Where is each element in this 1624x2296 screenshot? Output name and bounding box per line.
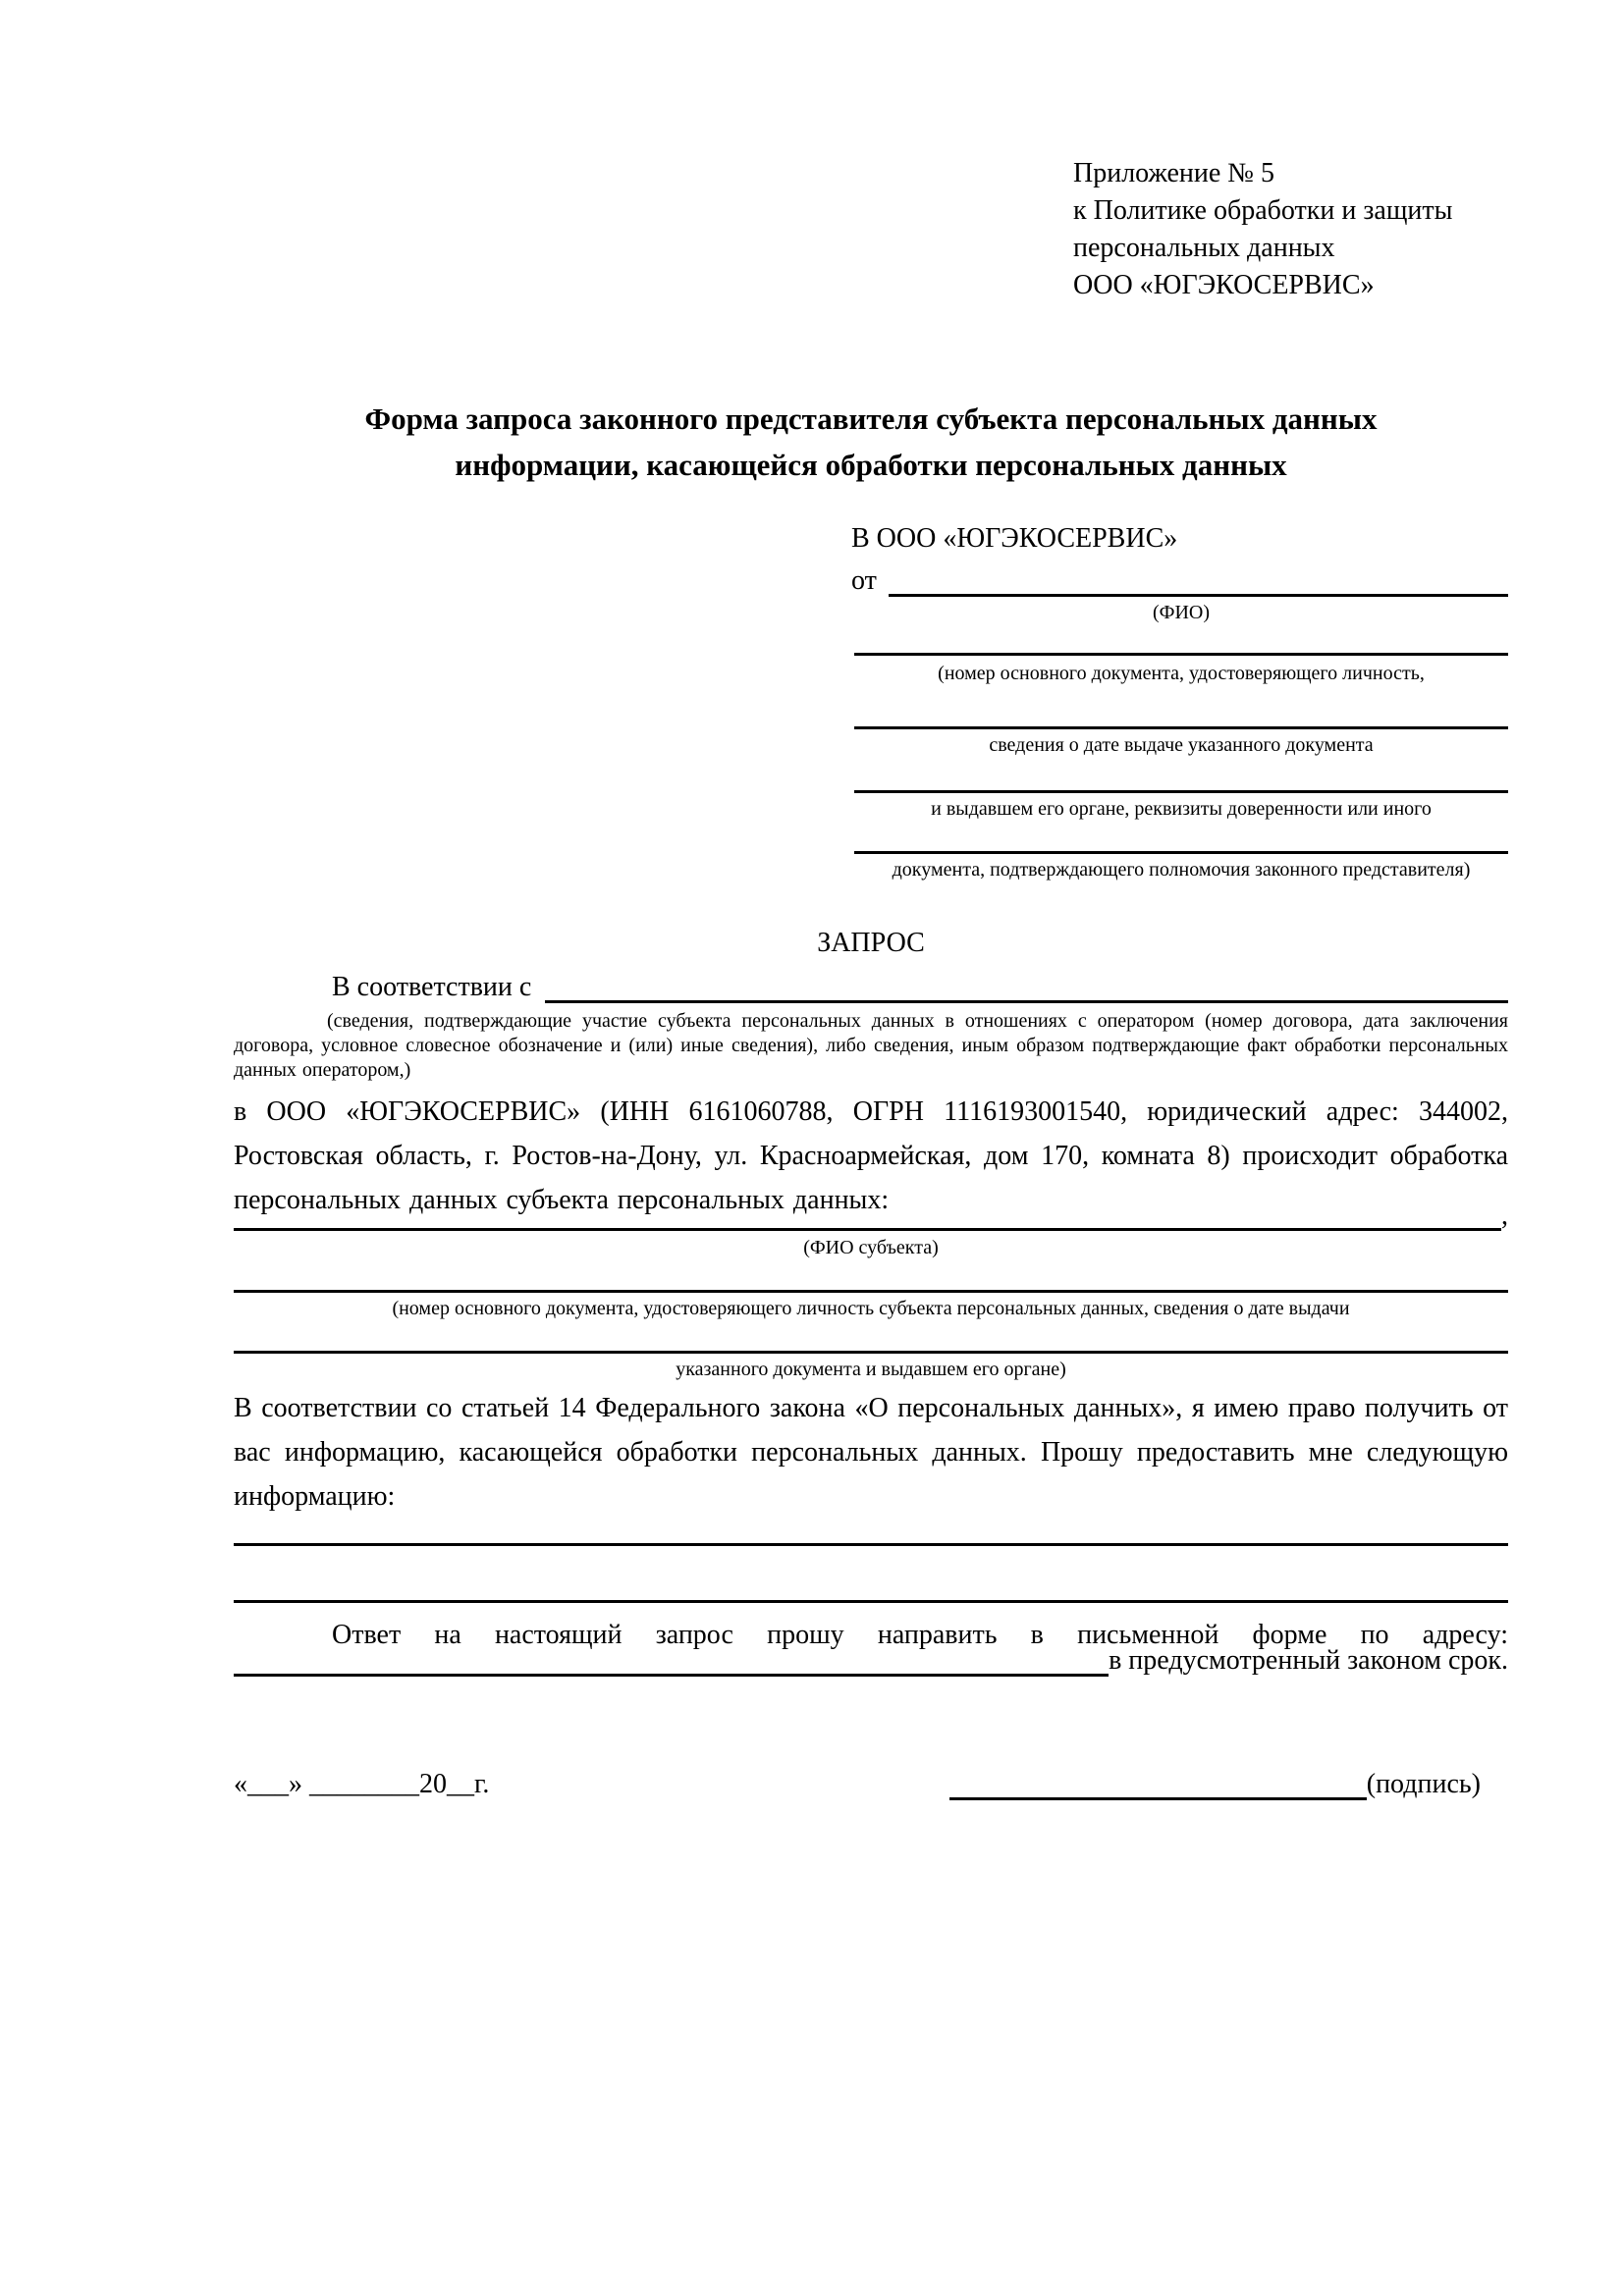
subject-line-comma: , [1501, 1201, 1508, 1231]
operator-paragraph: в ООО «ЮГЭКОСЕРВИС» (ИНН 6161060788, ОГРН 1116193001540, юридический адрес: 344002, Ростовская область, г. Ростов-на-Дону, ул. Красноармейская, дом 170, комната 8) происходит обработка персональных данных субъекта персональных данных: [234, 1096, 1508, 1215]
addressee-to: В ООО «ЮГЭКОСЕРВИС» [851, 523, 1178, 554]
caption-authority-document: документа, подтверждающего полномочия законного представителя) [892, 859, 1471, 881]
annex-note-line: к Политике обработки и защиты [1073, 195, 1453, 226]
fill-in-line-subject-name [234, 1228, 1501, 1231]
form-title-line: Форма запроса законного представителя субъекта персональных данных [364, 401, 1378, 436]
caption-issue-date: сведения о дате выдаче указанного документа [989, 734, 1374, 756]
fill-in-line-representative-name [889, 594, 1508, 597]
caption-subject-document-bottom: указанного документа и выдавшем его органе) [676, 1359, 1066, 1380]
caption-issuing-authority: и выдавшем его органе, реквизиты доверенности или иного [931, 798, 1432, 820]
fill-in-line-issuing-authority [854, 790, 1508, 793]
footer-row [234, 1765, 1508, 1800]
addressee-from-row [851, 563, 1508, 597]
law-paragraph: В соответствии со статьей 14 Федерального закона «О персональных данных», я имею право получить от вас информацию, касающейся обработки персональных данных. Прошу предоставить мне следующую информацию: [234, 1393, 1508, 1512]
signature-group [949, 1768, 1481, 1800]
fill-in-line-authority-document [854, 851, 1508, 854]
form-title-line: информации, касающейся обработки персональных данных [455, 448, 1287, 482]
reply-suffix: в предусмотренный законом срок. [1109, 1645, 1508, 1676]
intro-note: (сведения, подтверждающие участие субъекта персональных данных в отношениях с оператором (номер договора, дата заключения договора, условное словесное обозначение и (или) иные сведения), либо сведения, иным образом подтверждающие факт обработки персональных данных оператором,) [234, 1010, 1508, 1081]
subject-name-row [234, 1201, 1508, 1231]
intro-row [234, 968, 1508, 1003]
form-title [234, 396, 1508, 488]
caption-fio: (ФИО) [1152, 602, 1210, 623]
reply-address-row [234, 1647, 1508, 1677]
caption-subject-document-top: (номер основного документа, удостоверяющего личность субъекта персональных данных, сведения о дате выдачи [392, 1298, 1350, 1319]
intro-label: В соответствии с [332, 972, 532, 1002]
annex-note-line: персональных данных [1073, 233, 1335, 263]
from-label: от [851, 565, 877, 596]
fill-in-line-issue-date [854, 726, 1508, 729]
fill-in-line-subject-document-2 [234, 1351, 1508, 1354]
caption-document-number: (номер основного документа, удостоверяющего личность, [938, 663, 1425, 684]
signature-caption: (подпись) [1366, 1769, 1481, 1799]
reply-line: Ответ на настоящий запрос прошу направить в письменной форме по адресу: [332, 1620, 1508, 1650]
fill-in-line-subject-document [234, 1290, 1508, 1293]
caption-subject-fio: (ФИО субъекта) [803, 1237, 939, 1258]
annex-note-line: Приложение № 5 [1073, 158, 1274, 188]
request-heading: ЗАПРОС [817, 928, 925, 958]
fill-in-line-basis [545, 1000, 1508, 1003]
annex-note [1073, 155, 1452, 304]
fill-in-line-document-number [854, 653, 1508, 656]
fill-in-line-reply-address [234, 1674, 1109, 1677]
blank-line-info-1 [234, 1543, 1508, 1546]
date-blank: «___» ________20__г. [234, 1769, 490, 1799]
blank-line-info-2 [234, 1600, 1508, 1603]
fill-in-line-signature [949, 1768, 1367, 1800]
annex-note-line: ООО «ЮГЭКОСЕРВИС» [1073, 270, 1375, 300]
